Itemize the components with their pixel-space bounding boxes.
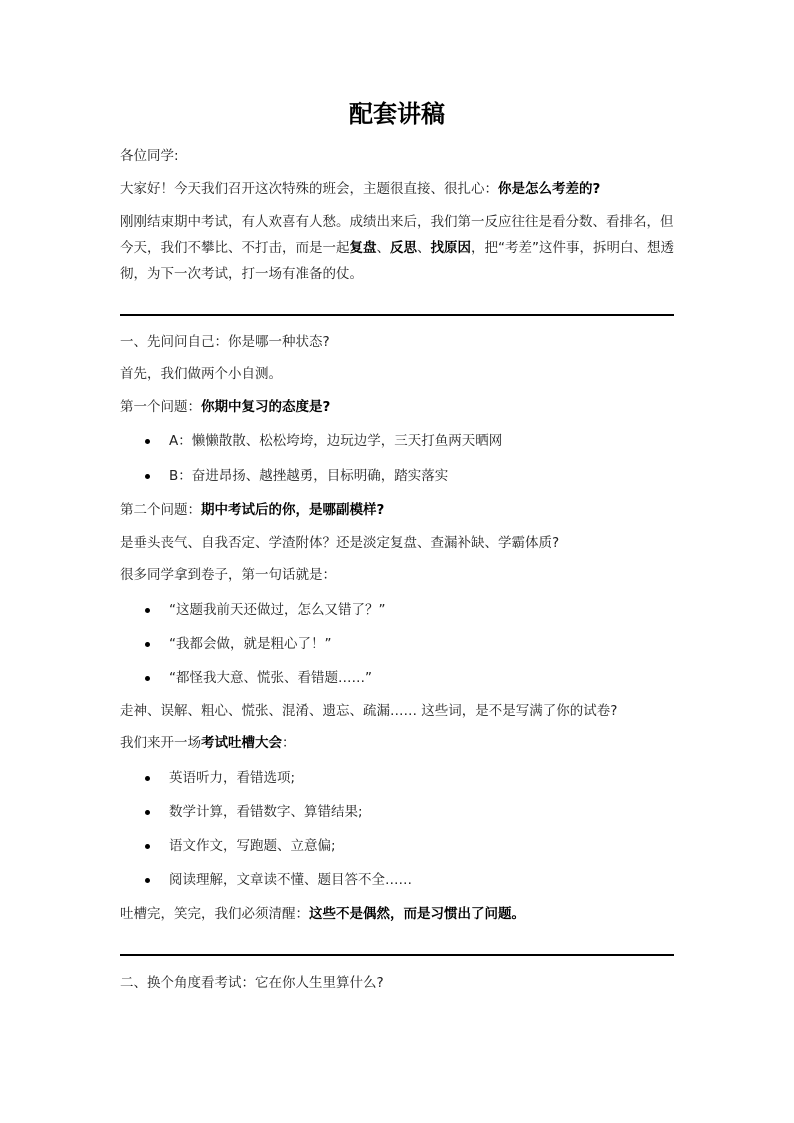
question2 — [120, 500, 674, 520]
context-separator-1: 、 — [376, 240, 390, 256]
section1-lead: 首先，我们做两个小自测。 — [120, 366, 282, 382]
question2-line: 是垂头丧气、自我否定、学渣附体？还是淡定复盘、查漏补缺、学霸体质? — [120, 535, 560, 551]
words-line: 走神、误解、粗心、慌张、混淆、遗忘、疏漏…… 这些词，是不是写满了你的试卷? — [120, 703, 618, 719]
list-item: 数学计算，看错数字、算错结果; — [120, 802, 674, 822]
document-title: 配套讲稿 — [349, 100, 445, 128]
context-text-part2: ，把“考差”这件事，拆明白、想透彻，为下一次考试，打一场有准备的仗。 — [120, 240, 674, 282]
conclusion-emphasis: 这些不是偶然，而是习惯出了问题。 — [309, 906, 525, 922]
context-paragraph — [120, 209, 674, 287]
question1-options — [120, 431, 674, 486]
list-item: “都怪我大意、慌张、看错题……” — [120, 668, 674, 688]
list-item: A：懒懒散散、松松垮垮，边玩边学，三天打鱼两天晒网 — [120, 431, 674, 451]
section1-heading: 一、先问问自己：你是哪一种状态? — [120, 334, 330, 350]
intro-text: 大家好！今天我们召开这次特殊的班会，主题很直接、很扎心： — [120, 181, 498, 197]
complaint-intro-emphasis: 考试吐槽大会 — [201, 735, 282, 751]
quotes-list — [120, 600, 674, 688]
section1-conclusion — [120, 904, 674, 924]
question1-label: 第一个问题： — [120, 399, 201, 415]
complaint-intro-before: 我们来开一场 — [120, 735, 201, 751]
question1-text: 你期中复习的态度是? — [201, 399, 331, 415]
complaints-list — [120, 768, 674, 890]
context-emphasis-review: 复盘 — [349, 240, 377, 256]
list-item: 阅读理解，文章读不懂、题目答不全…… — [120, 870, 674, 890]
complaint-intro-after: ： — [282, 735, 296, 751]
context-emphasis-find-cause: 找原因 — [430, 240, 471, 256]
question2-text: 期中考试后的你，是哪副模样? — [201, 502, 385, 518]
context-emphasis-reflect: 反思 — [390, 240, 417, 256]
question2-label: 第二个问题： — [120, 502, 201, 518]
document-page — [120, 0, 674, 993]
context-text-part1: 刚刚结束期中考试，有人欢喜有人愁。成绩出来后，我们第一反应往往是看分数、看排名，但今天，我们不攀比、不打击，而是一起 — [120, 214, 674, 256]
list-item: “我都会做，就是粗心了！” — [120, 634, 674, 654]
intro-paragraph — [120, 179, 674, 199]
section2-heading: 二、换个角度看考试：它在你人生里算什么? — [120, 975, 384, 991]
section-divider — [120, 314, 674, 316]
greeting: 各位同学: — [120, 148, 179, 164]
intro-emphasis: 你是怎么考差的? — [498, 181, 601, 197]
context-separator-2: 、 — [417, 240, 431, 256]
list-item: 英语听力，看错选项; — [120, 768, 674, 788]
list-item: B：奋进昂扬、越挫越勇，目标明确，踏实落实 — [120, 466, 674, 486]
conclusion-before: 吐槽完，笑完，我们必须清醒： — [120, 906, 309, 922]
complaint-intro — [120, 733, 674, 753]
list-item: “这题我前天还做过，怎么又错了？” — [120, 600, 674, 620]
quotes-lead: 很多同学拿到卷子，第一句话就是： — [120, 567, 336, 583]
list-item: 语文作文，写跑题、立意偏; — [120, 836, 674, 856]
section-divider — [120, 954, 674, 956]
question1 — [120, 397, 674, 417]
